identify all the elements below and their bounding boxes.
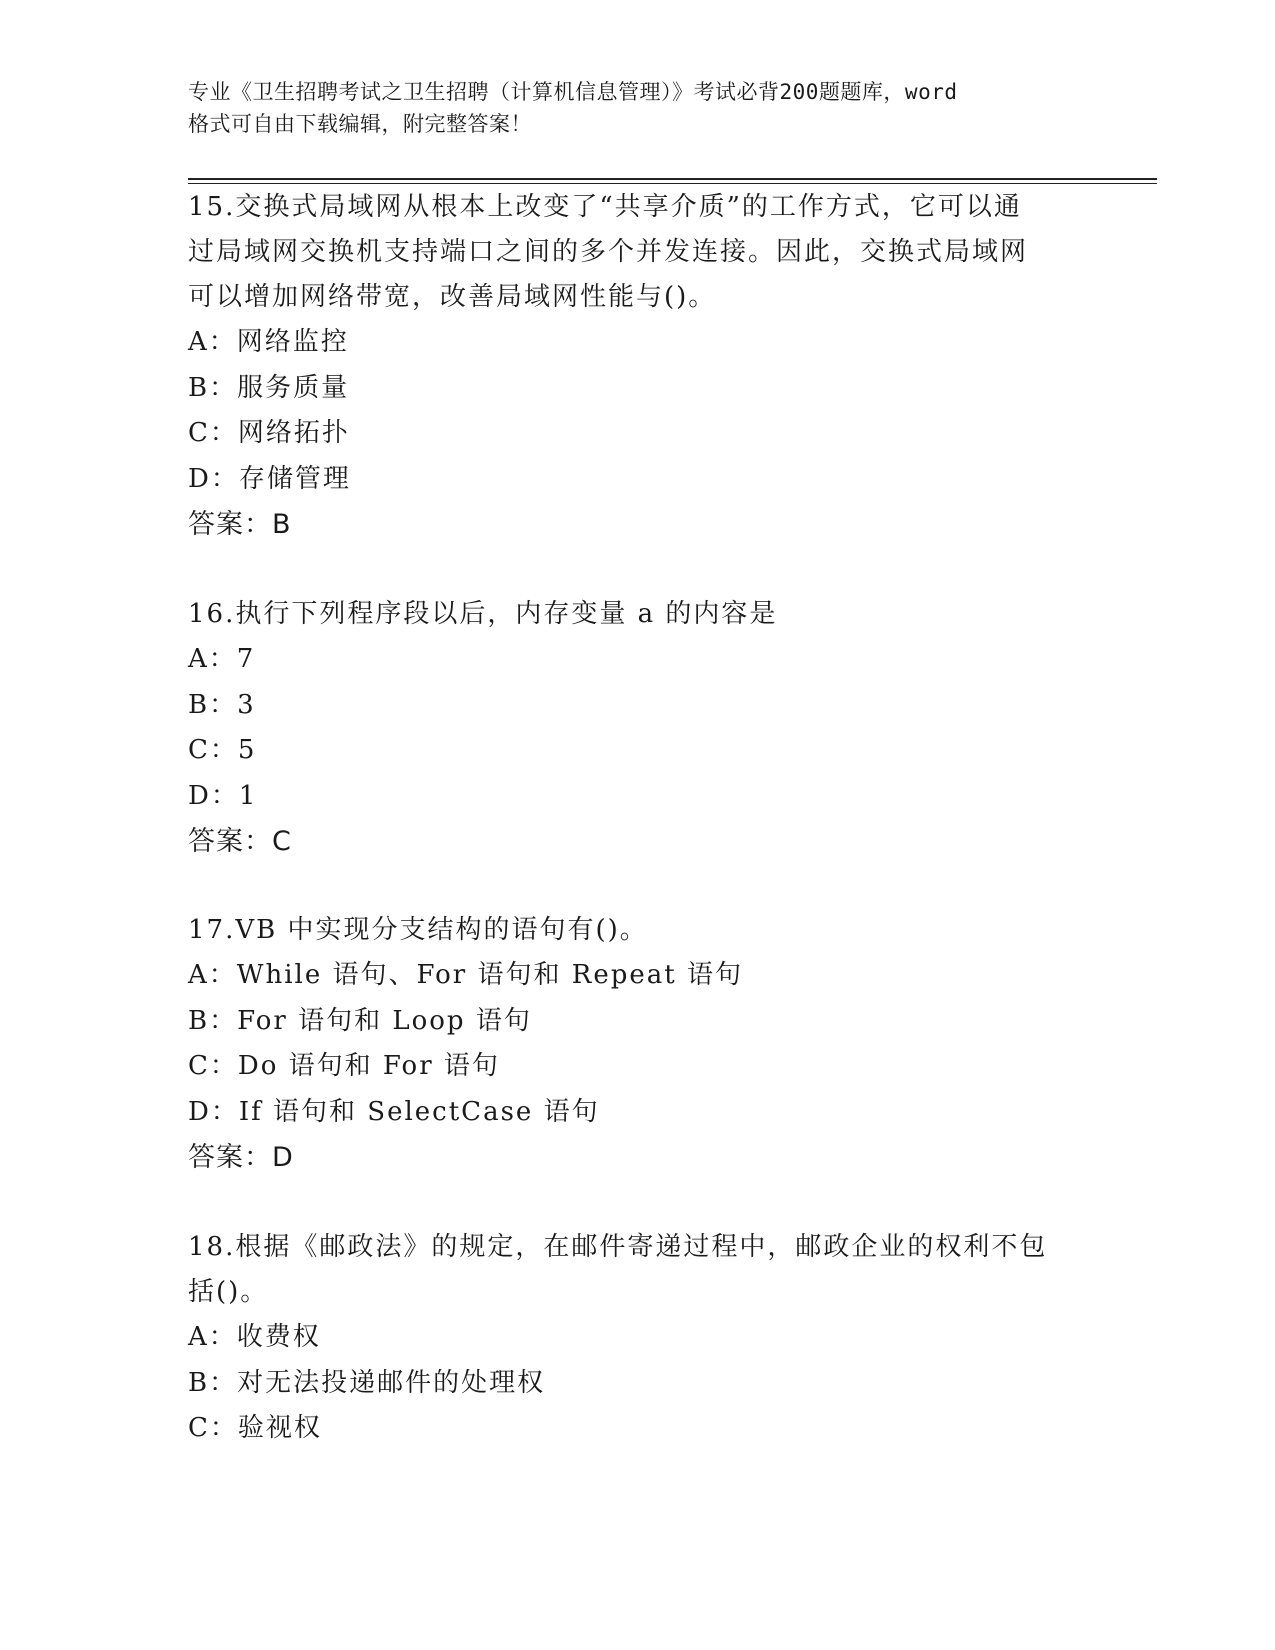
option-b: B：3 bbox=[188, 689, 256, 720]
question-17 bbox=[188, 908, 1088, 1180]
question-stem-line: 16.执行下列程序段以后，内存变量 a 的内容是 bbox=[188, 599, 778, 629]
question-stem-line: 括()。 bbox=[188, 1277, 269, 1307]
option-c: C：网络拓扑 bbox=[188, 418, 350, 448]
option-a: A：收费权 bbox=[188, 1322, 321, 1352]
question-15 bbox=[188, 185, 1088, 547]
question-stem-line: 可以增加网络带宽，改善局域网性能与()。 bbox=[188, 282, 717, 312]
header-line-2: 格式可自由下载编辑，附完整答案！ bbox=[188, 112, 532, 136]
header-divider-thin bbox=[188, 183, 1157, 184]
question-stem-line: 过局域网交换机支持端口之间的多个并发连接。因此，交换式局域网 bbox=[188, 237, 1029, 267]
question-stem-line: 15.交换式局域网从根本上改变了“共享介质”的工作方式，它可以通 bbox=[188, 192, 1022, 222]
answer-text: 答案：B bbox=[188, 509, 292, 540]
option-a: A：网络监控 bbox=[188, 327, 349, 357]
question-16 bbox=[188, 592, 1088, 864]
option-d: D：存储管理 bbox=[188, 463, 351, 494]
question-18 bbox=[188, 1225, 1088, 1452]
option-b: B：对无法投递邮件的处理权 bbox=[188, 1367, 546, 1398]
option-d: D：If 语句和 SelectCase 语句 bbox=[188, 1096, 600, 1127]
option-b: B：For 语句和 Loop 语句 bbox=[188, 1005, 532, 1036]
answer-text: 答案：C bbox=[188, 826, 292, 857]
option-d: D：1 bbox=[188, 780, 258, 811]
question-stem-line: 17.VB 中实现分支结构的语句有()。 bbox=[188, 915, 648, 945]
question-stem-line: 18.根据《邮政法》的规定，在邮件寄递过程中，邮政企业的权利不包 bbox=[188, 1232, 1048, 1262]
option-a: A：While 语句、For 语句和 Repeat 语句 bbox=[188, 960, 743, 990]
option-c: C：验视权 bbox=[188, 1413, 322, 1443]
option-a: A：7 bbox=[188, 644, 256, 674]
option-c: C：Do 语句和 For 语句 bbox=[188, 1051, 500, 1081]
answer-text: 答案：D bbox=[188, 1142, 294, 1173]
header-divider-thick bbox=[188, 178, 1157, 180]
option-b: B：服务质量 bbox=[188, 372, 350, 403]
document-header bbox=[188, 76, 1088, 140]
option-c: C：5 bbox=[188, 735, 257, 765]
header-line-1: 专业《卫生招聘考试之卫生招聘（计算机信息管理）》考试必背200题题库，word bbox=[188, 80, 958, 104]
